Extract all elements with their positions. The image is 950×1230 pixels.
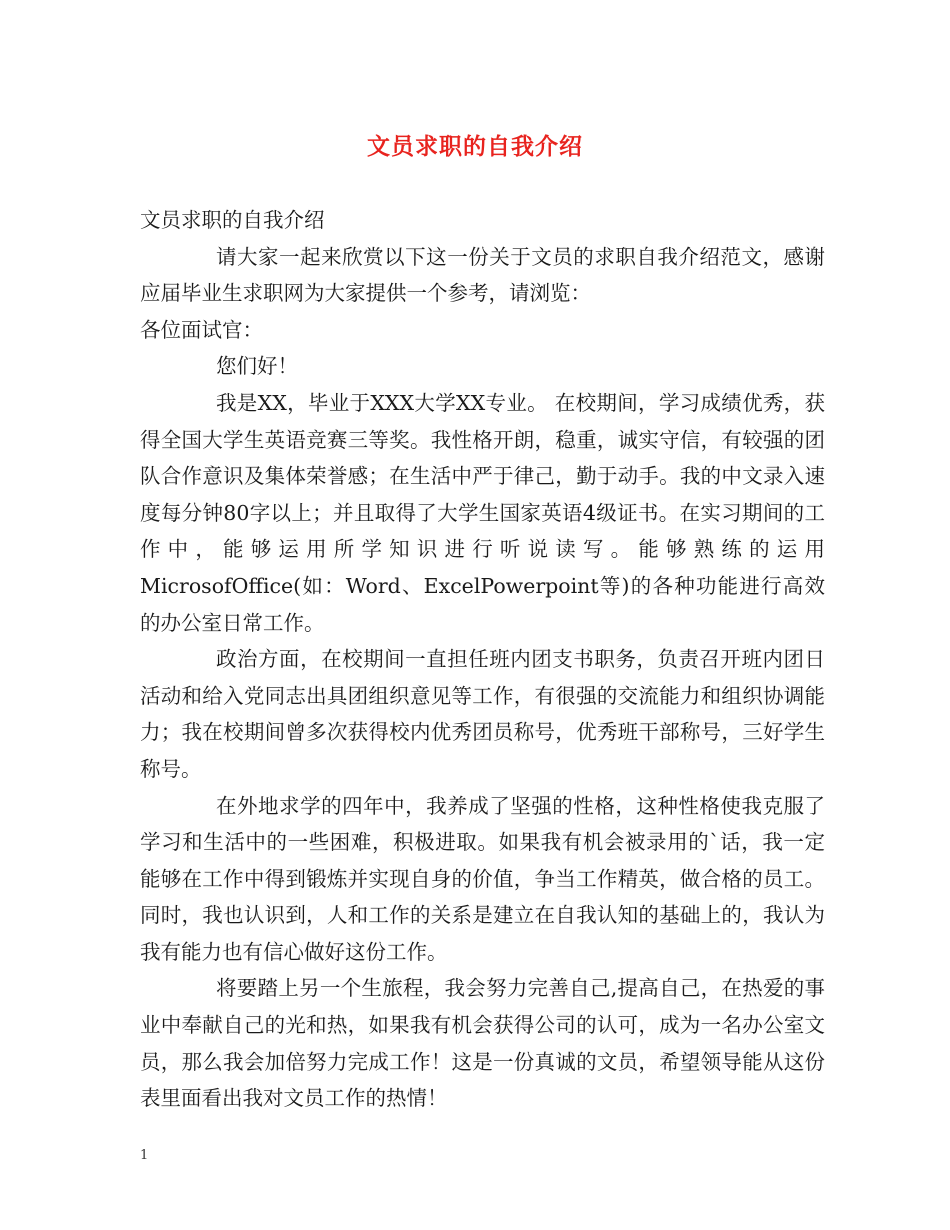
paragraph-greeting: 您们好！: [216, 354, 298, 379]
paragraph-heading: 文员求职的自我介绍: [140, 208, 325, 232]
paragraph-character: 在外地求学的四年中，我养成了坚强的性格，这种性格使我克服了学习和生活中的一些困难，积极进取。如果我有机会被录用的`话，我一定能够在工作中得到锻炼并实现自身的价值，争当工作精英，做合格的员工。同时，我也认识到，人和工作的关系是建立在自我认知的基础上的，我认为我有能力也有信心做好这份工作。: [140, 793, 825, 964]
paragraph-politics: 政治方面，在校期间一直担任班内团支书职务，负责召开班内团日活动和给入党同志出具团组织意见等工作，有很强的交流能力和组织协调能力；我在校期间曾多次获得校内优秀团员称号，优秀班干部称号，三好学生称号。: [140, 647, 825, 781]
document-body: [140, 202, 825, 1117]
paragraph-salutation: 各位面试官：: [140, 317, 263, 342]
document-title: 文员求职的自我介绍: [367, 133, 583, 160]
paragraph-background: 我是XX，毕业于XXX大学XX专业。 在校期间，学习成绩优秀，获得全国大学生英语竞赛三等奖。我性格开朗，稳重，诚实守信，有较强的团队合作意识及集体荣誉感；在生活中严于律己，勤于动手。我的中文录入速度每分钟80字以上；并且取得了大学生国家英语4级证书。在实习期间的工作中，能够运用所学知识进行听说读写。能够熟练的运用MicrosofOffice(如：Word、ExcelPowerpoint等)的各种功能进行高效的办公室日常工作。: [140, 390, 825, 635]
paragraph-intro: 请大家一起来欣赏以下这一份关于文员的求职自我介绍范文，感谢应届毕业生求职网为大家提供一个参考，请浏览：: [140, 244, 825, 306]
page-number: 1: [140, 1148, 149, 1163]
paragraph-closing: 将要踏上另一个生旅程，我会努力完善自己,提高自己，在热爱的事业中奉献自己的光和热，如果我有机会获得公司的认可，成为一名办公室文员，那么我会加倍努力完成工作！这是一份真诚的文员，希望领导能从这份表里面看出我对文员工作的热情！: [140, 976, 825, 1111]
